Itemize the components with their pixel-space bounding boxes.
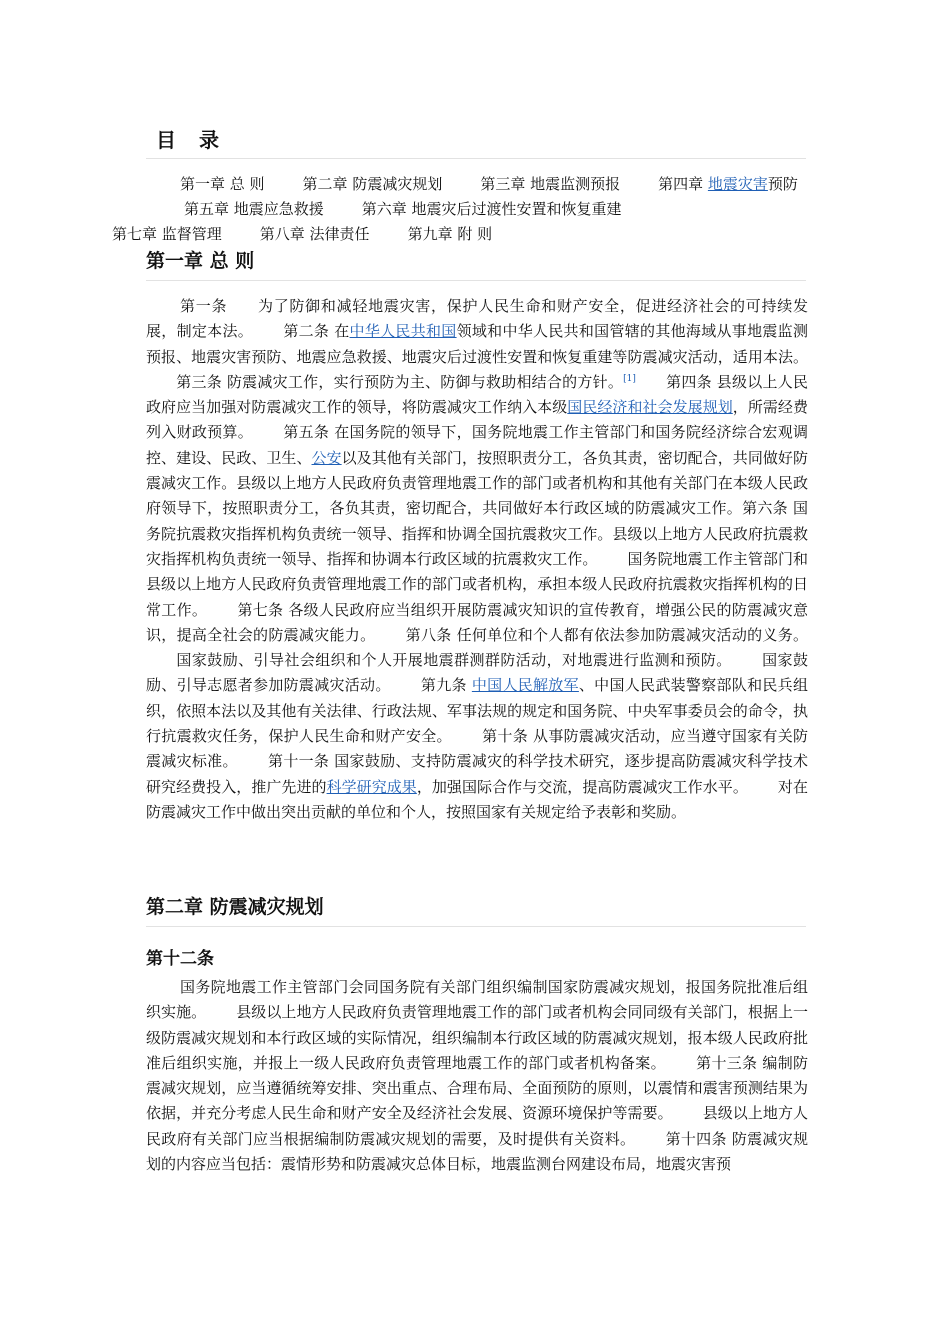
toc-chapter-1[interactable]: 第一章 总 则	[180, 175, 265, 193]
article-6-text-cont: 国务院地震工作主管部门和县级以上地方人民政府负责管理地震工作的部门或者机构，承担本级人民政府抗震救灾指挥机构的日常工作。	[146, 549, 808, 619]
article-1-label: 第一条	[180, 297, 228, 315]
toc-title: 目 录	[156, 128, 227, 152]
article-3-text: 第三条 防震减灾工作，实行预防为主、防御与救助相结合的方针。	[176, 372, 624, 391]
toc-link-earthquake-disaster[interactable]: 地震灾害	[707, 175, 768, 193]
footnote-ref[interactable]: [1]	[623, 373, 636, 384]
article-7-text: 第七条 各级人民政府应当组织开展防震减灾知识的宣传教育，增强公民的防震减灾意识，提高全社会的防震减灾能力。	[146, 600, 808, 644]
article-8-text: 第八条 任何单位和个人都有依法参加防震减灾活动的义务。	[405, 625, 808, 644]
toc-chapter-7[interactable]: 第七章 监督管理	[112, 225, 222, 243]
divider	[146, 158, 806, 159]
article-12-text-2: 县级以上地方人民政府负责管理地震工作的部门或者机构会同同级有关部门，根据上一级防震减灾规划和本行政区域的实际情况，组织编制本行政区域的防震减灾规划，报本级人民政府批准后组织实施，并报上一级人民政府负责管理地震工作的部门或者机构备案。	[146, 1003, 808, 1072]
article-8-text-3: 国家鼓励、引导志愿者参加防震减灾活动。	[146, 651, 808, 695]
article-14-text: 第十四条 防震减灾规划的内容应当包括：震情形势和防震减灾总体目标，地震监测台网建设布局，地震灾害预	[146, 1129, 808, 1174]
article-11-text-cont: ，加强国际合作与交流，提高防震减灾工作水平。	[416, 777, 748, 796]
table-of-contents	[112, 172, 806, 247]
article-10-text: 第十条 从事防震减灾活动，应当遵守国家有关防震减灾标准。	[146, 727, 808, 771]
article-4-text: 第四条 县级以上人民政府应当加强对防震减灾工作的领导，将防震减灾工作纳入本级	[146, 372, 808, 417]
article-5-6-text: 以及其他有关部门，按照职责分工，各负其责，密切配合，共同做好防震减灾工作。县级以上地方人民政府负责管理地震工作的部门或者机构和其他有关部门在本级人民政府领导下，按照职责分工，各负其责，密切配合，共同做好本行政区域的防震减灾工作。第六条 国务院抗震救灾指挥机构负责统一领导、指挥和协调全国抗震救灾工作。县级以上地方人民政府抗震救灾指挥机构负责统一领导、指挥和协调本行政区域的抗震救灾工作。	[146, 448, 808, 568]
article-4-text-cont: ，所需经费列入财政预算。	[146, 398, 808, 442]
toc-chapter-9[interactable]: 第九章 附 则	[407, 225, 493, 243]
article-12-heading: 第十二条	[146, 949, 214, 969]
link-public-security[interactable]: 公安	[311, 448, 342, 467]
link-research-results[interactable]: 科学研究成果	[326, 777, 417, 796]
toc-chapter-2[interactable]: 第二章 防震减灾规划	[302, 175, 443, 193]
article-8-text-2: 国家鼓励、引导社会组织和个人开展地震群测群防活动，对地震进行监测和预防。	[176, 651, 732, 670]
article-11-text-2: 对在防震减灾工作中做出突出贡献的单位和个人，按照国家有关规定给予表彰和奖励。	[146, 777, 808, 821]
divider	[146, 280, 806, 281]
article-9-text: 第九条	[420, 676, 472, 695]
article-2-text: 第二条 在	[283, 322, 350, 341]
chapter-2-text	[146, 975, 808, 1177]
article-13-text-2: 县级以上地方人民政府有关部门应当根据编制防震减灾规划的需要，及时提供有关资料。	[146, 1104, 808, 1148]
article-12-text: 国务院地震工作主管部门会同国务院有关部门组织编制国家防震减灾规划，报国务院批准后组织实施。	[146, 978, 808, 1022]
chapter-2-heading: 第二章 防震减灾规划	[146, 896, 324, 918]
link-prc[interactable]: 中华人民共和国	[349, 322, 457, 341]
toc-chapter-5[interactable]: 第五章 地震应急救援	[184, 200, 324, 218]
article-2-text-cont: 领域和中华人民共和国管辖的其他海域从事地震监测预报、地震灾害预防、地震应急救援、地震灾后过渡性安置和恢复重建等防震减灾活动，适用本法。	[146, 322, 808, 366]
divider	[146, 926, 806, 927]
toc-chapter-3[interactable]: 第三章 地震监测预报	[480, 175, 621, 193]
toc-chapter-4-suffix[interactable]: 预防	[767, 175, 798, 193]
toc-chapter-8[interactable]: 第八章 法律责任	[259, 225, 370, 243]
chapter-1-text	[146, 294, 808, 825]
article-13-text: 第十三条 编制防震减灾规划，应当遵循统筹安排、突出重点、合理布局、全面预防的原则，以震情和震害预测结果为依据，并充分考虑人民生命和财产安全及经济社会发展、资源环境保护等需要。	[146, 1053, 808, 1123]
toc-chapter-6[interactable]: 第六章 地震灾后过渡性安置和恢复重建	[361, 200, 622, 218]
toc-chapter-4-prefix[interactable]: 第四章	[658, 175, 708, 193]
link-national-plan[interactable]: 国民经济和社会发展规划	[567, 398, 733, 417]
article-9-text-cont: 、中国人民武装警察部队和民兵组织，依照本法以及其他有关法律、行政法规、军事法规的规定和国务院、中央军事委员会的命令，执行抗震救灾任务，保护人民生命和财产安全。	[146, 676, 808, 746]
article-1-text: 为了防御和减轻地震灾害，保护人民生命和财产安全，促进经济社会的可持续发展，制定本法。	[146, 297, 808, 341]
link-pla[interactable]: 中国人民解放军	[471, 676, 579, 695]
chapter-1-heading: 第一章 总 则	[146, 250, 255, 272]
article-5-text: 第五条 在国务院的领导下，国务院地震工作主管部门和国务院经济综合宏观调控、建设、民政、卫生、	[146, 423, 808, 467]
article-11-text: 第十一条 国家鼓励、支持防震减灾的科学技术研究，逐步提高防震减灾科学技术研究经费投入，推广先进的	[146, 752, 808, 796]
